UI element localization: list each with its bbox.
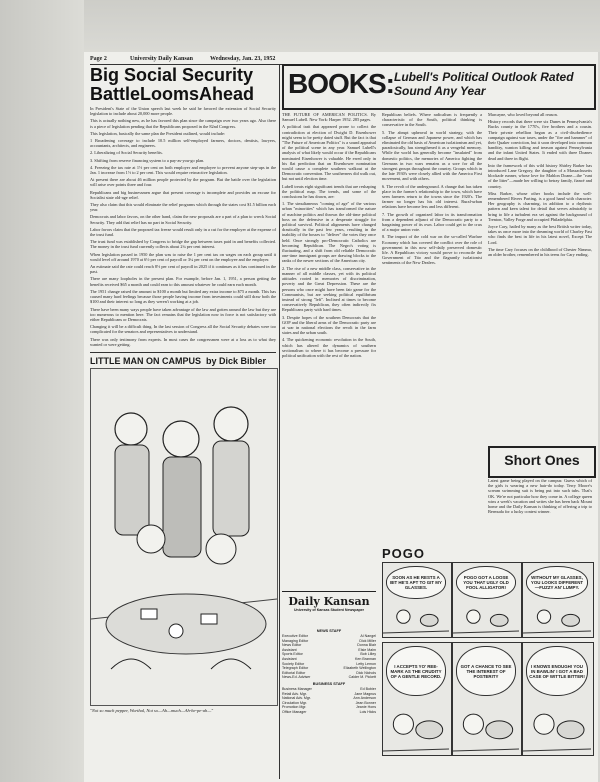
paragraph: A political trait that appeared prone to collect the contradiction at election of Dwight D. Eisenhower might seem to be pretty dated stuff. But the fact is that "The Future of American Politics" is a sound appraisal of the political scene in any year. Samuel Lubell's analysis of what likely would occur if the Republicans nominated Eisenhower is valuable. He erred only in his flat prediction that an Eisenhower nomination would cause a complete southern walkout at the Democratic convention. The southerners did walk out, but not until election time. xyxy=(282,124,376,182)
paragraph: When legislation passed in 1950 the plan was to raise the 1 per cent tax on wages on each group until it would level off around 1970 at 6½ per cent of payroll or 3¼ per cent on the employee and the employer. xyxy=(90,251,276,262)
pogo-panel xyxy=(452,562,522,638)
staff-role: Office Manager xyxy=(282,709,307,714)
paragraph: 4. The quickening economic revolution in the South, which has altered the dynamics of southern sectionalism to where it has become a pressure for political unification with the rest of the nation. xyxy=(282,337,376,358)
speech-bubble: I ACCEPTS YO' REE-MARK AS THE CRUDITY OF A GENTLE RECORD. xyxy=(386,646,446,696)
staff-box xyxy=(282,627,376,777)
pogo-characters xyxy=(383,600,449,637)
staff-heading: BUSINESS STAFF xyxy=(312,681,346,686)
speech-bubble: I KNOWS ENOUGH! YOU IN BAWLIN' I GOT A BAD CASE OF WITTLE BITTER! xyxy=(526,646,588,696)
staff-name: Ken Brannan xyxy=(355,656,376,661)
books-headline: Lubell's Political Outlook Rated Sound Any Year xyxy=(394,70,574,98)
paragraph: An estimate said the rate could reach 8½ per cent of payroll in 2025 if it continues as it has continued in the past. xyxy=(90,264,276,275)
paragraph: Joyce Cary, hailed by many as the best British writer today, takes us once more into the dreaming world of Charley Fast who finds the best in life in his latest novel, Except The Lord. xyxy=(488,224,592,245)
pogo-panel xyxy=(382,562,452,638)
paragraph: Republicans and big businessmen argue that present coverage is incomplete and provides an excuse for Socialist state old-age relief. xyxy=(90,189,276,200)
staff-role: Circulation Mgr. xyxy=(282,700,307,705)
cartoon-illustration xyxy=(90,368,278,706)
staff-name: Elizabeth Wellington xyxy=(343,666,376,671)
staff-role: National Adv. Mgr. xyxy=(282,696,311,701)
staff-name: Bob Lilley xyxy=(360,652,376,657)
books-kicker: BOOKS: xyxy=(288,68,394,99)
staff-heading: NEWS STAFF xyxy=(316,629,342,633)
paragraph: This is actually nothing new, as he has favored this plan since the campaign over two years ago. Also there is a piece of legislation pending that the Republicans proposed in the 82nd Congress. xyxy=(90,118,276,129)
staff-role: Assistant xyxy=(282,647,297,652)
staff-role: Editorial Editor xyxy=(282,670,306,675)
paragraph: The 1951 change raised the amount to $100 a month but limited any extra income to $75 a month. This has caused many hard feelings because those people having income from investments could still draw both the $100 and their interest so long as they weren't working at a job. xyxy=(90,288,276,305)
lead-story-body xyxy=(90,106,276,350)
paragraph: 1. The simultaneous "coming of age" of the various urban "minorities" which has transformed the nature of machine politics and thrown the old-time political boss on the defensive in a desperate struggle for political survival. Political alignments have changed drastically in the past few years, resulting in the inability of the bosses to "deliver" the votes they once held. Once strongly pro-Democratic Catholics are becoming Republican. The Negro's voting is fluctuating, and a shift from old reliable Democratic one-time immigrant groups are drawing blocks to the ranks of the newer sections of the American city. xyxy=(282,201,376,264)
paragraph: Changing it will be a difficult thing. In the last session of Congress all the Social Security debates were too complicated for the senators and representatives to understand. xyxy=(90,324,276,335)
pogo-characters xyxy=(453,600,519,637)
staff-name: Lois Hicks xyxy=(359,709,376,714)
pogo-title: POGO xyxy=(382,546,426,561)
staff-role: Managing Editor xyxy=(282,638,309,643)
paragraph: Into the framework of this wild history Shirley Barker has introduced Lane Gregory, the daughter of a Massachusetts blockade runner, whose love for Mahlon Doane—the "runt of the litter"—made her willing to betray family, fiancé and country. xyxy=(488,162,592,189)
cartoon-title: LITTLE MAN ON CAMPUS xyxy=(90,356,201,366)
paragraph: In President's State of the Union speech last week he said he favored the extension of Social Security legislation to include about 20,000 more people. xyxy=(90,106,276,117)
paragraph: There was only testimony from experts. In most cases the congressmen were at a loss as to what they wanted or were getting. xyxy=(90,336,276,347)
scan-left-edge xyxy=(0,0,84,782)
staff-name: Letty Lemon xyxy=(356,661,376,666)
speech-bubble: WITHOUT MY GLASSES, YOU LOOKS DIFFERENT—FUZZY AN' LUMPY. xyxy=(526,566,588,599)
lead-headline-line2: BattleLoomsAhead xyxy=(90,84,255,104)
pogo-panel xyxy=(522,562,594,638)
staff-row xyxy=(282,675,376,680)
staff-row xyxy=(282,710,376,715)
pogo-characters xyxy=(453,699,519,755)
paragraph: There have been many ways people have taken advantage of the law and gotten around the law but they are too numerous to mention here. The fact remains that the legislation now in force is not satisfactory with either Republicans or Democrats. xyxy=(90,306,276,322)
column-rule xyxy=(279,64,280,779)
paragraph: Lubell treats eight significant trends that are reshaping the political map. The trends, and some of the conclusions he has drawn, are: xyxy=(282,183,376,200)
staff-name: Donna Blair xyxy=(357,643,376,648)
paragraph: At present there are about 46 million people protected by the program. But the battle over the legislation will arise over points three and four. xyxy=(90,177,276,188)
staff-role: Telegraph Editor xyxy=(282,666,309,671)
staff-role: Executive Editor xyxy=(282,634,308,638)
paragraph: The trust fund was established by Congress to bridge the gap between taxes paid in and benefits collected. The money in the trust fund currently collects about 2¼ per cent interest. xyxy=(90,239,276,250)
pogo-characters xyxy=(523,600,591,637)
staff-role: Promotion Mgr. xyxy=(282,705,307,710)
lead-headline-line1: Big Social Security xyxy=(90,65,254,85)
paragraph: Marcayne, who loved beyond all reason. xyxy=(488,112,558,117)
pogo-panel xyxy=(452,642,522,756)
cartoon-byline: by Dick Bibler xyxy=(206,356,267,366)
paragraph: 3. Shifting from reserve financing system to a pay-as-you-go plan. xyxy=(90,157,205,163)
paragraph: 2. Liberalizing of Social Security benefits. xyxy=(90,150,163,156)
paragraph: History records that there were six Dunes in Pennsylvania's Bucks county in the 1770's, five brothers and a cousin. Their private rebellion began as a civil-disobedience campaign against war taxes, under the "fire and hammer" of their Quaker conviction, but it soon developed into common banditry, wanton killing and treason against Pennsylvania and the infant United States. It ended with three Doanes dead and three in flight. xyxy=(488,119,592,161)
paragraph: Democrats and labor favors, on the other hand, claim the new proposals are a part of a plan to wreck Social Security. They add that relief has no part in Social Security. xyxy=(90,214,276,225)
paragraph: 4. Freezing the tax rate at 1½ per cent on both employer and employee to prevent anyone step-ups in the Jan. 1 increase from 1½ to 2 per cent. This would require retroactive legislation. xyxy=(90,164,276,176)
paper-name: University Daily Kansan xyxy=(130,56,194,62)
lead-headline xyxy=(90,66,276,104)
paragraph xyxy=(90,349,276,350)
books-column-1 xyxy=(282,112,376,587)
staff-name: Ann Anderson xyxy=(353,696,376,701)
pogo-panel xyxy=(522,642,594,756)
pogo-characters xyxy=(383,699,449,755)
paragraph: 1 Broadening coverage to include 10.5 million self-employed farmers, doctors, dentists, lawyers, accountants, architects, and engineers. xyxy=(90,138,276,149)
paragraph: Labor favors claim that the proposed tax freeze would result only in a cut for the employer at the expense of the trust fund. xyxy=(90,226,276,238)
pogo-panel xyxy=(382,642,452,756)
staff-name: Dick Nichols xyxy=(356,670,376,675)
paragraph: They also claim that this would eliminate the relief programs which through the states cost $1.5 billion each year. xyxy=(90,202,276,213)
staff-role: Society Editor xyxy=(282,661,305,666)
staff-name: Al Nangel xyxy=(360,634,376,638)
cartoon-caption: "Not so much pepper, Worthal, Not so—Ah—much—Ah-he-pe-ah—" xyxy=(90,708,214,713)
paragraph: This legislation, basically the same plan the President outlined, would include: xyxy=(90,130,226,136)
staff-name: Jane Magnus xyxy=(354,691,376,696)
masthead-subtitle: University of Kansas Student Newspaper xyxy=(293,608,365,612)
staff-role: Sports Editor xyxy=(282,652,303,657)
pogo-characters xyxy=(523,699,591,755)
page-date: Wednesday, Jan. 23, 1952 xyxy=(210,56,276,62)
masthead-title: Daily Kansan xyxy=(288,595,370,608)
staff-name: Elsie Malm xyxy=(358,647,376,652)
paragraph: 8. The impact of the cold war on the so-called Warfare Economy which has covered the conflict over the role of government in this now self-daily preserved domestic life. A Republican victory would prove to reconcile the Government of Tito and the flagrantly isolationist sentiments of the New Dealers. xyxy=(382,234,482,266)
staff-name: Dick Miller xyxy=(359,638,376,643)
paragraph: 7. The growth of organized labor in its transformation from a dependent adjunct of the Democratic party to a bargaining power of its own. Labor could get to the crux of a major union vote. xyxy=(382,211,482,233)
scan-top-edge xyxy=(0,0,600,52)
paragraph: Miss Barker, whose other books include the well-remembered Rivers Parting, is a good hand with character. Her geography is charming, in addition to a rhythmic pattern and keen talent for detail that serves admirably to bring to life a turbulent era set against the background of Trenton, Valley Forge and occupied Philadelphia. xyxy=(488,190,592,222)
books-headline-box xyxy=(282,64,596,110)
staff-name: Ed Bobier xyxy=(360,686,376,691)
staff-name: Calder M. Pickett xyxy=(348,675,376,680)
staff-role: News-Ed. Adviser xyxy=(282,675,311,680)
books-column-2 xyxy=(382,112,482,422)
books-column-3 xyxy=(488,112,592,442)
short-ones-text: Latest game being played on the campus: Guess which of the girls is wearing a new hair-do today. Terry Moore's scream swimming suit is being put into such tubs. That's OK. We're not particular how they come in. A college queen wins a week's vacation and writes she has been back Mount home and the Daily Kansan is thinking of offering a trip to Bermuda for a lucky contest winner. xyxy=(488,478,592,515)
newspaper-page xyxy=(84,52,598,782)
paragraph: 6. The revolt of the underground. A change that has taken place in the farmer's relationship to the town, which have seen farmers return to the towns since the 1920's. The farmer no longer has his old interest. Rural-urban relations have become less and less different. xyxy=(382,183,482,210)
paragraph: Republican beliefs. Where radicalism is frequently a characteristic of the South, political thinking is conservative in the South. xyxy=(382,112,482,128)
staff-name: Jeanie Hons xyxy=(356,705,376,710)
speech-bubble: POGO GOT A LOOSE YOU THAT UGLY OLD FOOL ALLIGATOR! xyxy=(456,566,516,599)
paragraph: 5. The abrupt upheaval in world strategy, with the collapse of German and Japanese power, and which has eliminated the old basis of American isolationism and yet, paradoxically, has strengthened it as a vengeful memory. While the world has generally become "insulated" from domestic politics, the memories of America fighting the Germans in two wars remains as a sore for all the strongest groups throughout the country. Groups which in the late 1930's were closely allied with the America First movement, and with others. xyxy=(382,129,482,182)
staff-role: Assistant xyxy=(282,656,297,661)
paragraph: THE FUTURE OF AMERICAN POLITICS. By Samuel Lubell. New York: Harper 1952. 285 pages. xyxy=(282,112,376,123)
staff-role: News Editor xyxy=(282,643,302,648)
page-number: Page 2 xyxy=(90,56,107,62)
paragraph: 3. Despite hopes of the southern Democrats that the GOP and the liberal arms of the Democratic party are at war in national elections the revolt in the farm states and the urban south. xyxy=(282,314,376,336)
paragraph: 2. The rise of a new middle class, conservative in the manner of all middle classes, yet with its political attitudes rooted in memories of discrimination, poverty and the Great Depression. These are the persons who once might have been fair game for the Communists, but are seeking political equilibrium instead of strong "left". Inclined at times to become conservatively Republican, they often indirectly fix Republicans party with hard times. xyxy=(282,265,376,313)
divider xyxy=(90,352,276,353)
paragraph: There are many loopholes in the present plan. For example, before Jan. 1, 1951, a person getting the benefits received $65 a month and could earn to this amount whatever he could earn each month. xyxy=(90,276,276,287)
speech-bubble: SOON AS HE RESTS A BIT HE'S APT TO GIT MY GLASSES. xyxy=(386,566,446,599)
short-ones-heading: Short Ones xyxy=(488,446,596,478)
staff-role: Retail Adv. Mgr. xyxy=(282,691,307,696)
staff-role: Business Manager xyxy=(282,686,312,691)
staff-name: Jean Bonner xyxy=(355,700,376,705)
cartoon-drawing xyxy=(91,369,277,705)
paragraph: The time Cary focuses on the childhood of Chester Nimmo, an older brother, remembered in his teens for Cary ending. xyxy=(488,246,592,258)
speech-bubble: GOT A CHANCE TO SEE THE INTEREST OF POSTERITY xyxy=(456,646,516,696)
